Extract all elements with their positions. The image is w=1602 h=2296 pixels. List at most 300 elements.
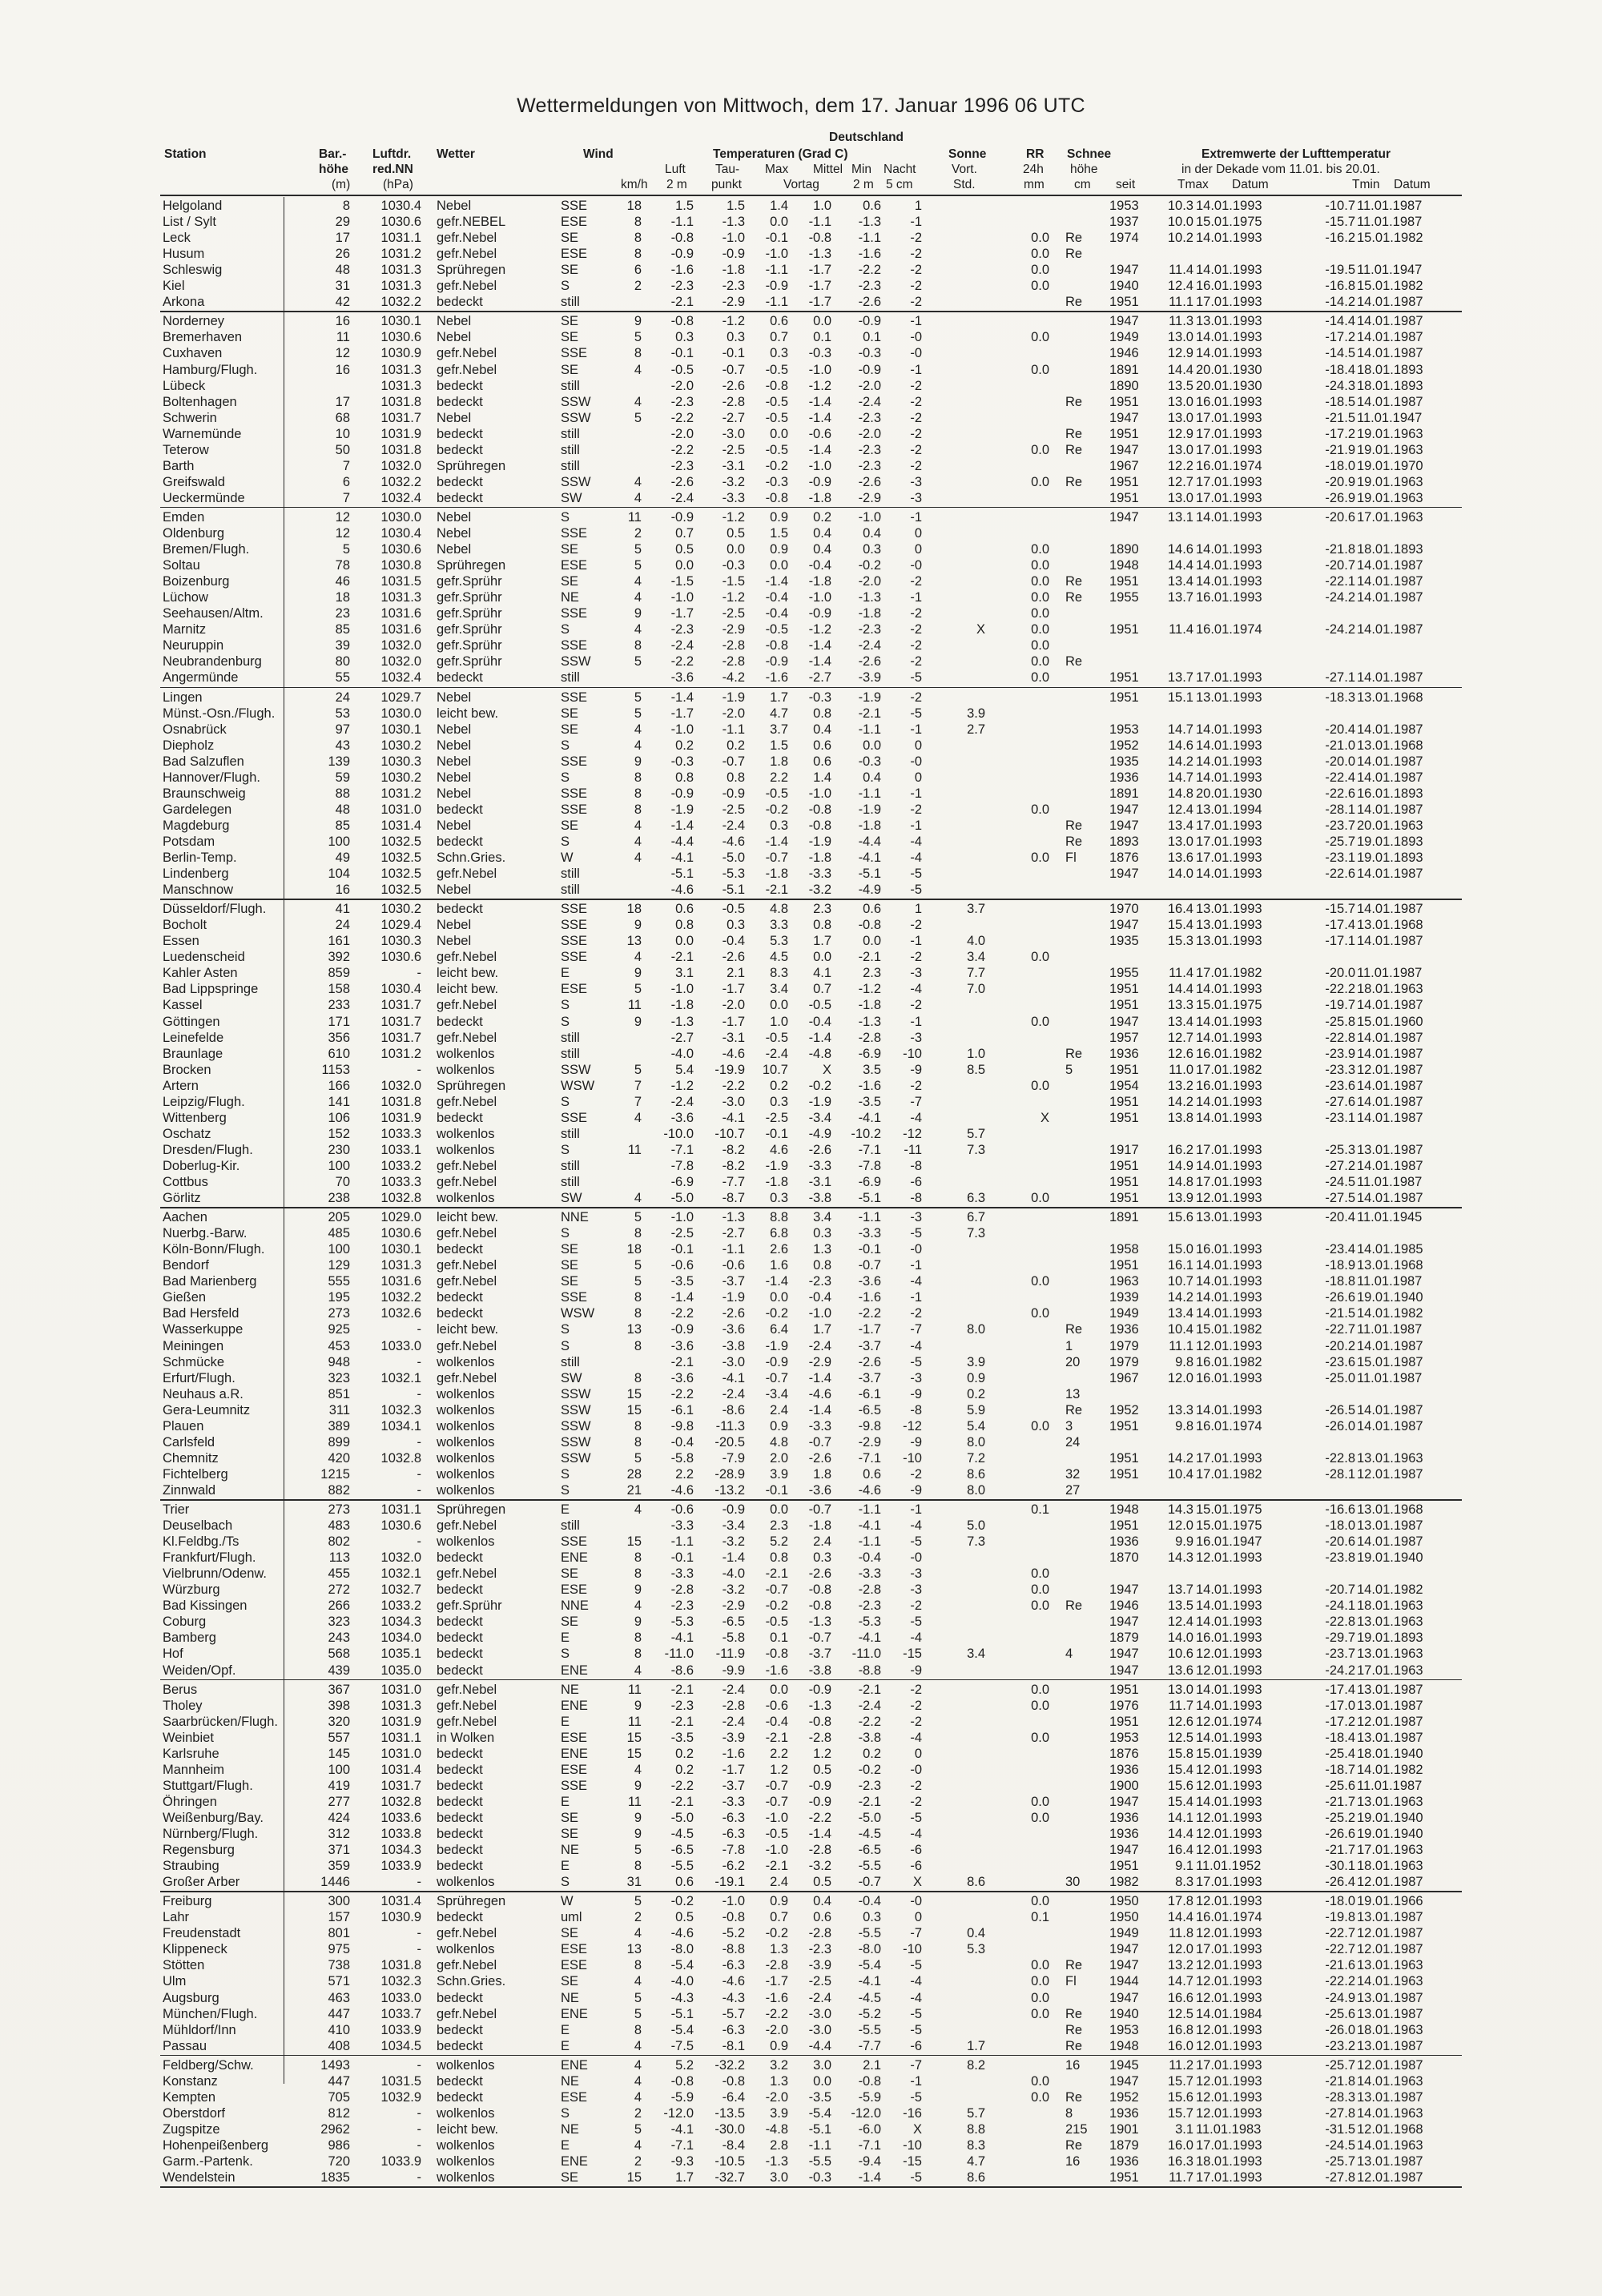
cell-min: -0.7 — [858, 1258, 881, 1273]
header-bar-1: Bar.- — [319, 147, 347, 161]
cell-hoehe: 233 — [328, 998, 350, 1013]
cell-mittel: -1.4 — [808, 1370, 831, 1385]
cell-tmax-datum: 13.01.1993 — [1196, 902, 1262, 917]
cell-tmax-datum: 16.01.1993 — [1196, 590, 1262, 605]
cell-wind-kmh: 9 — [634, 1778, 642, 1793]
cell-tmax-datum: 12.01.1993 — [1196, 1810, 1262, 1825]
cell-hoehe: 42 — [335, 295, 350, 310]
cell-tmin-datum: 14.01.1963 — [1357, 1974, 1423, 1989]
cell-wind-kmh: 18 — [626, 199, 642, 213]
cell-wind-kmh: 4 — [634, 1598, 642, 1614]
cell-wetter: wolkenlos — [437, 1466, 495, 1482]
cell-station: Gießen — [163, 1290, 207, 1305]
cell-seit: 1947 — [1109, 2073, 1139, 2089]
cell-station: Hof — [163, 1647, 183, 1662]
cell-tmax-datum: 16.01.1974 — [1196, 458, 1262, 473]
cell-seit: 1879 — [1109, 1631, 1139, 1646]
cell-tmax: 15.4 — [1167, 1762, 1193, 1777]
cell-seit: 1947 — [1109, 1614, 1139, 1630]
cell-wetter: Nebel — [437, 786, 472, 801]
cell-mittel: -0.9 — [808, 474, 831, 489]
cell-min: -2.2 — [858, 1714, 881, 1729]
cell-taupunkt: -2.0 — [722, 998, 745, 1013]
cell-hoehe: 97 — [335, 722, 350, 737]
cell-min: -6.5 — [858, 1402, 881, 1417]
cell-min: -5.5 — [858, 1926, 881, 1941]
cell-wind-kmh: 5 — [634, 690, 642, 705]
cell-tmin-datum: 15.01.1987 — [1357, 1354, 1423, 1369]
cell-wind-richtung: SE — [561, 2170, 579, 2185]
cell-sonne: 1.0 — [967, 1046, 985, 1061]
cell-taupunkt: -0.9 — [722, 786, 745, 801]
cell-seit: 1947 — [1109, 1794, 1139, 1809]
cell-wind-kmh: 6 — [634, 263, 642, 278]
cell-wind-richtung: still — [561, 867, 580, 882]
cell-luft: -2.3 — [670, 1698, 694, 1713]
cell-luft: -7.1 — [670, 2137, 694, 2153]
cell-tmax: 14.8 — [1167, 786, 1193, 801]
cell-station: Zinnwald — [163, 1482, 216, 1498]
cell-wind-kmh: 2 — [634, 2154, 642, 2169]
cell-taupunkt: -2.8 — [722, 654, 745, 669]
cell-tmin-datum: 19.01.1893 — [1357, 850, 1423, 865]
cell-mittel: -4.9 — [808, 1126, 831, 1141]
cell-tmax: 11.8 — [1169, 1926, 1193, 1941]
cell-tmin-datum: 19.01.1893 — [1357, 1631, 1423, 1646]
cell-min: 0.6 — [863, 902, 881, 917]
cell-station: Helgoland — [163, 199, 223, 213]
cell-luftdruck: 1034.3 — [380, 1843, 421, 1858]
cell-wind-kmh: 4 — [634, 1974, 642, 1989]
cell-max: -2.1 — [765, 1566, 788, 1582]
cell-tmax-datum: 14.01.1993 — [1196, 1094, 1262, 1109]
cell-wind-kmh: 11 — [627, 998, 642, 1013]
cell-tmin: -17.1 — [1325, 934, 1355, 949]
cell-tmin: -25.2 — [1325, 1810, 1355, 1825]
cell-wind-richtung: SSE — [561, 526, 588, 541]
cell-luftdruck: 1031.3 — [380, 263, 421, 278]
cell-tmin: -22.2 — [1325, 1974, 1355, 1989]
table-row — [0, 1094, 1602, 1110]
cell-rr: 0.0 — [1031, 2089, 1049, 2105]
cell-taupunkt: -1.2 — [722, 509, 745, 525]
cell-min: -8.8 — [858, 1663, 881, 1678]
cell-tmin-datum: 17.01.1963 — [1357, 509, 1423, 525]
cell-luft: -2.1 — [670, 950, 694, 965]
cell-seit: 1947 — [1109, 410, 1139, 425]
cell-max: 3.7 — [770, 722, 788, 737]
cell-hoehe: 323 — [328, 1614, 350, 1630]
header-datum-2: Datum — [1394, 178, 1431, 191]
cell-mittel: -0.8 — [808, 818, 831, 833]
cell-tmax-datum: 16.01.1993 — [1196, 1078, 1262, 1093]
cell-nacht: -4 — [910, 1974, 922, 1989]
cell-tmin: -26.5 — [1325, 1402, 1355, 1417]
table-row — [0, 2022, 1602, 2038]
cell-max: 0.9 — [770, 1418, 788, 1433]
cell-max: -2.1 — [765, 1730, 788, 1745]
cell-tmax: 9.9 — [1175, 1534, 1193, 1550]
cell-station: Bad Hersfeld — [163, 1306, 239, 1321]
table-row — [0, 1046, 1602, 1062]
cell-luftdruck: 1030.3 — [380, 754, 421, 769]
cell-luft: -2.1 — [670, 1794, 694, 1809]
cell-tmax-datum: 14.01.1993 — [1196, 982, 1262, 997]
cell-luft: 2.2 — [675, 1466, 694, 1482]
table-row — [0, 525, 1602, 541]
cell-tmax-datum: 17.01.1982 — [1196, 1466, 1262, 1482]
cell-tmax: 10.0 — [1167, 215, 1193, 230]
cell-wetter: gefr.Sprühr — [437, 654, 502, 669]
cell-min: -2.0 — [858, 378, 881, 393]
cell-wind-kmh: 4 — [634, 950, 642, 965]
cell-max: -1.9 — [765, 1158, 788, 1173]
cell-luftdruck: 1031.4 — [380, 1762, 421, 1777]
cell-wind-richtung: still — [561, 426, 580, 441]
cell-tmin-datum: 11.01.1987 — [1357, 199, 1423, 213]
cell-tmax: 9.8 — [1175, 1418, 1193, 1433]
cell-taupunkt: -8.2 — [722, 1142, 745, 1157]
cell-tmin: -20.4 — [1325, 1210, 1355, 1225]
cell-wetter: wolkenlos — [437, 2154, 495, 2169]
cell-taupunkt: -5.0 — [722, 850, 745, 865]
cell-wind-kmh: 18 — [626, 902, 642, 917]
cell-tmin-datum: 18.01.1893 — [1357, 378, 1423, 393]
cell-hoehe: 392 — [328, 950, 350, 965]
cell-hoehe: 10 — [335, 426, 350, 441]
cell-min: -4.9 — [858, 883, 881, 898]
cell-luftdruck: 1030.1 — [380, 314, 421, 329]
cell-tmax: 13.6 — [1167, 850, 1193, 865]
cell-hoehe: 359 — [328, 1859, 350, 1874]
cell-luftdruck: 1030.9 — [380, 1910, 421, 1925]
cell-luftdruck: 1032.8 — [380, 1191, 421, 1206]
cell-schnee: Re — [1065, 574, 1083, 589]
cell-wetter: bedeckt — [437, 1910, 483, 1925]
cell-seit: 1936 — [1109, 1810, 1139, 1825]
cell-taupunkt: -6.3 — [722, 1810, 745, 1825]
cell-max: -2.1 — [765, 883, 788, 898]
cell-min: -5.1 — [858, 1191, 881, 1206]
cell-tmin-datum: 11.01.1987 — [1357, 1274, 1423, 1289]
cell-luft: 0.6 — [675, 1875, 694, 1890]
cell-luftdruck: 1031.0 — [380, 1746, 421, 1761]
table-row — [0, 690, 1602, 706]
cell-station: Ulm — [163, 1974, 187, 1989]
cell-station: Garm.-Partenk. — [163, 2154, 253, 2169]
cell-mittel: 0.8 — [813, 1258, 831, 1273]
cell-min: -0.8 — [858, 918, 881, 933]
cell-station: Weiden/Opf. — [163, 1663, 236, 1678]
cell-max: 0.2 — [770, 1078, 788, 1093]
cell-hoehe: 59 — [335, 770, 350, 785]
cell-wetter: gefr.Nebel — [437, 346, 497, 361]
cell-min: -2.6 — [858, 1354, 881, 1369]
cell-tmax-datum: 16.01.1993 — [1196, 279, 1262, 294]
cell-luft: -0.4 — [670, 1434, 694, 1450]
cell-tmax-datum: 12.01.1993 — [1196, 1843, 1262, 1858]
cell-luft: -2.2 — [670, 1306, 694, 1321]
cell-max: 0.6 — [770, 314, 788, 329]
cell-wetter: wolkenlos — [437, 1942, 495, 1957]
cell-tmin-datum: 14.01.1987 — [1357, 330, 1423, 345]
cell-max: -0.4 — [765, 606, 788, 621]
cell-mittel: -3.3 — [808, 867, 831, 882]
cell-luftdruck: 1030.9 — [380, 346, 421, 361]
cell-tmin-datum: 14.01.1963 — [1357, 2137, 1423, 2153]
cell-luftdruck: 1029.0 — [380, 1210, 421, 1225]
cell-sonne: 8.6 — [967, 1875, 985, 1890]
cell-luftdruck: 1030.0 — [380, 706, 421, 721]
cell-wind-kmh: 2 — [634, 279, 642, 294]
cell-taupunkt: -0.6 — [722, 1258, 745, 1273]
cell-wind-richtung: NE — [561, 1843, 579, 1858]
cell-rr: 0.0 — [1031, 542, 1049, 557]
cell-wind-kmh: 9 — [634, 1698, 642, 1713]
cell-max: -0.9 — [765, 654, 788, 669]
cell-mittel: 0.0 — [813, 2073, 831, 2089]
cell-wetter: gefr.Nebel — [437, 1714, 497, 1729]
cell-hoehe: 356 — [328, 1030, 350, 1045]
cell-wind-richtung: SE — [561, 1242, 579, 1257]
cell-max: -1.4 — [765, 1274, 788, 1289]
cell-min: -4.6 — [858, 1482, 881, 1498]
cell-hoehe: 48 — [335, 802, 350, 817]
cell-nacht: 1 — [914, 902, 922, 917]
cell-max: -0.5 — [765, 410, 788, 425]
cell-station: Chemnitz — [163, 1450, 219, 1466]
cell-tmin-datum: 19.01.1893 — [1357, 834, 1423, 849]
cell-luftdruck: 1034.1 — [380, 1418, 421, 1433]
cell-wetter: Nebel — [437, 690, 472, 705]
cell-max: 0.8 — [770, 1550, 788, 1566]
cell-luftdruck: - — [417, 1942, 421, 1957]
cell-wind-kmh: 11 — [627, 1794, 642, 1809]
cell-seit: 1893 — [1109, 834, 1139, 849]
cell-wind-richtung: S — [561, 998, 570, 1013]
cell-station: Trier — [163, 1502, 190, 1517]
cell-max: -0.1 — [765, 1126, 788, 1141]
cell-seit: 1947 — [1109, 1647, 1139, 1662]
cell-wetter: gefr.Nebel — [437, 1030, 497, 1045]
cell-mittel: -4.4 — [808, 2038, 831, 2053]
cell-wind-richtung: SSW — [561, 1402, 591, 1417]
cell-schnee: Re — [1065, 2089, 1083, 2105]
cell-seit: 1951 — [1109, 670, 1139, 686]
cell-mittel: -3.5 — [808, 2089, 831, 2105]
cell-wind-richtung: still — [561, 1158, 580, 1173]
cell-tmin: -21.7 — [1325, 1794, 1355, 1809]
cell-nacht: X — [912, 2121, 922, 2137]
table-row — [0, 1925, 1602, 1941]
cell-schnee: 16 — [1065, 2057, 1081, 2073]
cell-taupunkt: -3.9 — [722, 1730, 745, 1745]
cell-tmax-datum: 11.01.1952 — [1196, 1859, 1262, 1874]
cell-tmax-datum: 14.01.1993 — [1196, 867, 1262, 882]
cell-station: Osnabrück — [163, 722, 227, 737]
cell-tmin-datum: 13.01.1987 — [1357, 1142, 1423, 1157]
cell-tmin-datum: 14.01.1987 — [1357, 1094, 1423, 1109]
cell-mittel: -0.3 — [808, 690, 831, 705]
cell-hoehe: 11 — [336, 330, 350, 345]
table-row — [0, 818, 1602, 834]
cell-nacht: -6 — [910, 2038, 922, 2053]
cell-max: 0.9 — [770, 542, 788, 557]
cell-wetter: wolkenlos — [437, 1354, 495, 1369]
cell-schnee: Re — [1065, 590, 1083, 605]
table-row — [0, 2089, 1602, 2105]
cell-tmin-datum: 12.01.1987 — [1357, 1714, 1423, 1729]
table-row — [0, 738, 1602, 754]
table-row — [0, 1078, 1602, 1094]
cell-tmax-datum: 14.01.1993 — [1196, 263, 1262, 278]
cell-taupunkt: -30.0 — [714, 2121, 745, 2137]
table-row — [0, 1730, 1602, 1746]
cell-hoehe: 230 — [328, 1142, 350, 1157]
cell-mittel: 2.3 — [813, 902, 831, 917]
cell-tmin-datum: 18.01.1963 — [1357, 2022, 1423, 2037]
cell-tmax: 11.4 — [1169, 966, 1193, 981]
cell-hoehe: 812 — [328, 2105, 350, 2121]
cell-tmin: -18.4 — [1325, 1730, 1355, 1745]
cell-tmax: 15.4 — [1167, 918, 1193, 933]
cell-taupunkt: -6.3 — [722, 2022, 745, 2037]
cell-luftdruck: 1033.9 — [380, 1859, 421, 1874]
cell-wind-richtung: S — [561, 2105, 570, 2121]
cell-max: 5.3 — [770, 934, 788, 949]
cell-seit: 1953 — [1109, 2022, 1139, 2037]
cell-taupunkt: -4.6 — [722, 834, 745, 849]
table-row — [0, 1158, 1602, 1174]
cell-mittel: -2.7 — [808, 670, 831, 686]
cell-taupunkt: -2.4 — [722, 1682, 745, 1697]
cell-tmax-datum: 12.01.1993 — [1196, 2073, 1262, 2089]
cell-tmax-datum: 17.01.1993 — [1196, 1942, 1262, 1957]
cell-min: -1.6 — [858, 1078, 881, 1093]
cell-nacht: 1 — [914, 199, 922, 213]
cell-sonne: 7.3 — [967, 1534, 985, 1550]
cell-seit: 1951 — [1109, 1466, 1139, 1482]
cell-taupunkt: -2.9 — [722, 1598, 745, 1614]
table-row — [0, 1566, 1602, 1582]
cell-wetter: leicht bew. — [437, 1322, 499, 1337]
cell-max: -1.8 — [765, 867, 788, 882]
cell-wind-richtung: still — [561, 1126, 580, 1141]
cell-wind-richtung: S — [561, 770, 570, 785]
cell-station: Leipzig/Flugh. — [163, 1094, 245, 1109]
cell-nacht: -7 — [910, 1926, 922, 1941]
cell-wind-kmh: 4 — [634, 722, 642, 737]
cell-luftdruck: 1031.8 — [380, 1958, 421, 1973]
cell-wetter: wolkenlos — [437, 1402, 495, 1417]
cell-nacht: -6 — [910, 1843, 922, 1858]
cell-wind-richtung: SSW — [561, 1450, 591, 1466]
cell-wind-kmh: 4 — [634, 2038, 642, 2053]
cell-hoehe: 453 — [328, 1338, 350, 1353]
page-title: Wettermeldungen von Mittwoch, dem 17. Januar 1996 06 UTC — [517, 94, 1085, 117]
cell-max: -0.5 — [765, 786, 788, 801]
cell-luftdruck: 1033.9 — [380, 2022, 421, 2037]
table-row — [0, 1062, 1602, 1078]
cell-station: Lindenberg — [163, 867, 229, 882]
cell-taupunkt: -9.9 — [722, 1663, 745, 1678]
cell-max: -0.5 — [765, 362, 788, 377]
cell-tmin-datum: 11.01.1987 — [1357, 1370, 1423, 1385]
cell-mittel: 0.8 — [813, 918, 831, 933]
table-row — [0, 933, 1602, 949]
cell-wetter: gefr.Nebel — [437, 1226, 497, 1241]
cell-wind-kmh: 15 — [626, 2170, 642, 2185]
cell-station: Meiningen — [163, 1338, 224, 1353]
cell-wetter: Nebel — [437, 410, 472, 425]
cell-schnee: 215 — [1065, 2121, 1088, 2137]
table-row — [0, 1794, 1602, 1810]
cell-tmin-datum: 14.01.1987 — [1357, 295, 1423, 310]
cell-taupunkt: -5.3 — [722, 867, 745, 882]
cell-taupunkt: -1.3 — [722, 215, 745, 230]
cell-max: 0.0 — [770, 215, 788, 230]
cell-wind-richtung: ENE — [561, 2057, 588, 2073]
cell-tmin: -20.2 — [1325, 1338, 1355, 1353]
cell-luftdruck: 1030.6 — [380, 542, 421, 557]
cell-luft: -0.6 — [670, 1258, 694, 1273]
cell-luft: -0.9 — [670, 1322, 694, 1337]
cell-luft: -1.0 — [670, 982, 694, 997]
cell-tmin-datum: 13.01.1963 — [1357, 1794, 1423, 1809]
cell-wetter: bedeckt — [437, 1550, 483, 1566]
cell-tmax: 15.4 — [1167, 1794, 1193, 1809]
cell-wind-richtung: NE — [561, 1682, 579, 1697]
cell-min: 0.1 — [863, 330, 881, 345]
cell-mittel: -1.0 — [808, 362, 831, 377]
cell-rr: 0.0 — [1031, 1698, 1049, 1713]
cell-tmax: 15.7 — [1167, 2105, 1193, 2121]
cell-luftdruck: 1033.2 — [380, 1158, 421, 1173]
cell-min: -2.1 — [858, 706, 881, 721]
cell-wind-richtung: S — [561, 834, 570, 849]
cell-max: 4.7 — [770, 706, 788, 721]
cell-tmin: -17.2 — [1325, 1714, 1355, 1729]
cell-nacht: -10 — [903, 1942, 922, 1957]
cell-min: -1.7 — [858, 1322, 881, 1337]
cell-seit: 1891 — [1109, 786, 1139, 801]
cell-max: -0.9 — [765, 1354, 788, 1369]
cell-min: -2.3 — [858, 622, 881, 637]
cell-max: 0.1 — [770, 1631, 788, 1646]
cell-wind-kmh: 9 — [634, 1582, 642, 1598]
cell-tmax: 13.0 — [1167, 834, 1193, 849]
cell-luft: -2.3 — [670, 1598, 694, 1614]
cell-tmin-datum: 11.01.1987 — [1357, 1175, 1423, 1189]
cell-min: 0.3 — [863, 542, 881, 557]
cell-mittel: -3.2 — [808, 883, 831, 898]
cell-hoehe: 41 — [335, 902, 350, 917]
cell-taupunkt: -1.9 — [722, 1290, 745, 1305]
cell-taupunkt: -3.3 — [722, 1794, 745, 1809]
cell-schnee: Re — [1065, 442, 1083, 457]
cell-tmin: -21.8 — [1325, 2073, 1355, 2089]
cell-taupunkt: -0.5 — [722, 902, 745, 917]
cell-luftdruck: 1032.2 — [380, 474, 421, 489]
cell-hoehe: 104 — [328, 867, 350, 882]
cell-hoehe: 320 — [328, 1714, 350, 1729]
cell-sonne: 5.0 — [967, 1518, 985, 1534]
cell-max: -0.3 — [765, 474, 788, 489]
cell-luftdruck: 1031.3 — [380, 362, 421, 377]
cell-taupunkt: -19.1 — [714, 1875, 745, 1890]
cell-rr: 0.0 — [1031, 1730, 1049, 1745]
cell-min: -0.9 — [858, 314, 881, 329]
